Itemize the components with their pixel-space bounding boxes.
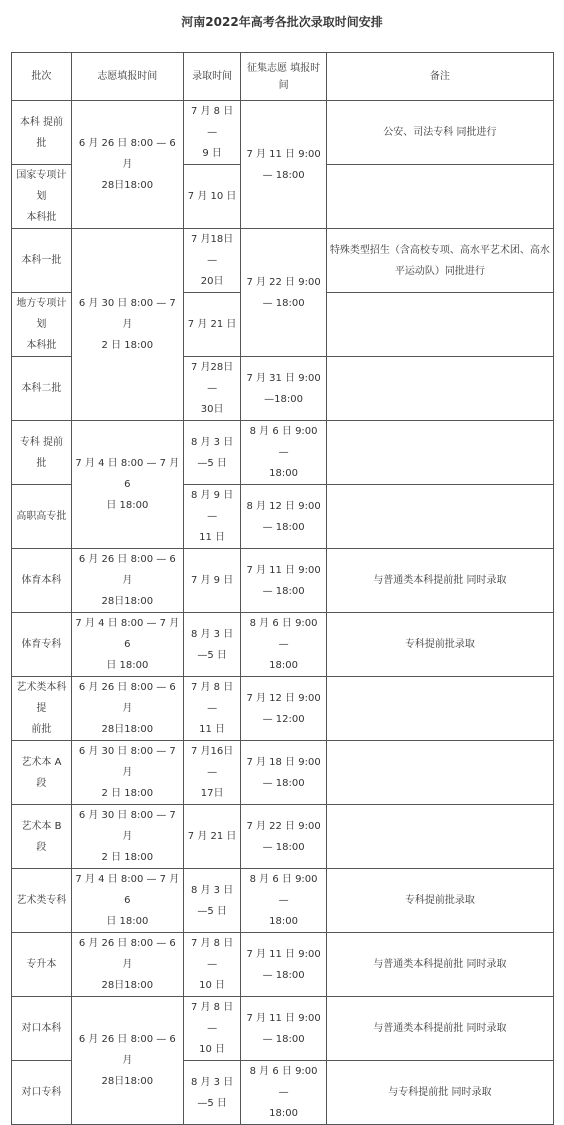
note-cell: 专科提前批录取 [326, 869, 553, 933]
fill-time-cell: 6 月 26 日 8:00 — 6 月 28日18:00 [71, 101, 183, 229]
admit-time-cell: 7 月 8 日— 10 日 [183, 933, 241, 997]
collect-time-cell: 7 月 18 日 9:00 — 18:00 [241, 741, 326, 805]
collect-time-cell: 7 月 11 日 9:00 — 18:00 [241, 997, 326, 1061]
admit-time-cell: 7 月 8 日— 10 日 [183, 997, 241, 1061]
collect-time-cell: 7 月 11 日 9:00 — 18:00 [241, 933, 326, 997]
fill-time-cell: 6 月 26 日 8:00 — 6 月 28日18:00 [71, 549, 183, 613]
table-row [12, 229, 554, 293]
batch-cell: 地方专项计划 本科批 [12, 293, 72, 357]
admit-time-cell: 7 月 9 日 [183, 549, 241, 613]
table-row [12, 933, 554, 997]
batch-cell: 对口本科 [12, 997, 72, 1061]
table-row [12, 549, 554, 613]
admit-time-cell: 7 月28日— 30日 [183, 357, 241, 421]
batch-cell: 本科 提前批 [12, 101, 72, 165]
collect-time-cell: 7 月 12 日 9:00 — 12:00 [241, 677, 326, 741]
collect-time-cell: 8 月 6 日 9:00 — 18:00 [241, 613, 326, 677]
batch-cell: 高职高专批 [12, 485, 72, 549]
note-cell: 与普通类本科提前批 同时录取 [326, 549, 553, 613]
collect-time-cell: 7 月 31 日 9:00 —18:00 [241, 357, 326, 421]
collect-time-cell: 8 月 6 日 9:00 — 18:00 [241, 869, 326, 933]
collect-time-cell: 7 月 22 日 9:00 — 18:00 [241, 229, 326, 357]
fill-time-cell: 7 月 4 日 8:00 — 7 月 6 日 18:00 [71, 869, 183, 933]
table-row [12, 677, 554, 741]
table-row [12, 997, 554, 1061]
batch-cell: 艺术类专科 [12, 869, 72, 933]
admit-time-cell: 7 月16日— 17日 [183, 741, 241, 805]
note-cell [326, 293, 553, 357]
header-cell: 录取时间 [183, 53, 241, 101]
note-cell [326, 357, 553, 421]
batch-cell: 本科一批 [12, 229, 72, 293]
note-cell: 特殊类型招生（含高校专项、高水平艺术团、高水平运动队）同批进行 [326, 229, 553, 293]
batch-cell: 国家专项计划 本科批 [12, 165, 72, 229]
note-cell [326, 421, 553, 485]
table-row [12, 613, 554, 677]
fill-time-cell: 6 月 26 日 8:00 — 6 月 28日18:00 [71, 677, 183, 741]
note-cell [326, 677, 553, 741]
note-cell: 与普通类本科提前批 同时录取 [326, 997, 553, 1061]
batch-cell: 专升本 [12, 933, 72, 997]
note-cell [326, 485, 553, 549]
fill-time-cell: 6 月 26 日 8:00 — 6 月 28日18:00 [71, 997, 183, 1125]
note-cell: 与专科提前批 同时录取 [326, 1061, 553, 1125]
admit-time-cell: 8 月 3 日 —5 日 [183, 421, 241, 485]
admit-time-cell: 7 月 21 日 [183, 805, 241, 869]
fill-time-cell: 6 月 30 日 8:00 — 7 月 2 日 18:00 [71, 741, 183, 805]
page-title: 河南2022年高考各批次录取时间安排 [181, 15, 383, 29]
admit-time-cell: 8 月 3 日 —5 日 [183, 869, 241, 933]
header-cell: 备注 [326, 53, 553, 101]
fill-time-cell: 6 月 30 日 8:00 — 7 月 2 日 18:00 [71, 229, 183, 421]
batch-cell: 艺术类本科提 前批 [12, 677, 72, 741]
admit-time-cell: 8 月 9 日— 11 日 [183, 485, 241, 549]
note-cell: 与普通类本科提前批 同时录取 [326, 933, 553, 997]
schedule-table [11, 52, 554, 1125]
collect-time-cell: 8 月 6 日 9:00 — 18:00 [241, 421, 326, 485]
collect-time-cell: 7 月 11 日 9:00 — 18:00 [241, 549, 326, 613]
fill-time-cell: 6 月 30 日 8:00 — 7 月 2 日 18:00 [71, 805, 183, 869]
admit-time-cell: 7 月 10 日 [183, 165, 241, 229]
header-cell: 志愿填报时间 [71, 53, 183, 101]
admit-time-cell: 7 月 8 日— 11 日 [183, 677, 241, 741]
admit-time-cell: 7 月18日— 20日 [183, 229, 241, 293]
collect-time-cell: 7 月 11 日 9:00 — 18:00 [241, 101, 326, 229]
batch-cell: 体育本科 [12, 549, 72, 613]
fill-time-cell: 7 月 4 日 8:00 — 7 月 6 日 18:00 [71, 421, 183, 549]
batch-cell: 对口专科 [12, 1061, 72, 1125]
fill-time-cell: 6 月 26 日 8:00 — 6 月 28日18:00 [71, 933, 183, 997]
table-row [12, 101, 554, 165]
batch-cell: 专科 提前批 [12, 421, 72, 485]
note-cell: 专科提前批录取 [326, 613, 553, 677]
table-row [12, 421, 554, 485]
fill-time-cell: 7 月 4 日 8:00 — 7 月 6 日 18:00 [71, 613, 183, 677]
admit-time-cell: 8 月 3 日 —5 日 [183, 613, 241, 677]
table-header-row [12, 53, 554, 101]
note-cell [326, 165, 553, 229]
batch-cell: 艺术本 A 段 [12, 741, 72, 805]
admit-time-cell: 7 月 8 日— 9 日 [183, 101, 241, 165]
collect-time-cell: 8 月 12 日 9:00 — 18:00 [241, 485, 326, 549]
admit-time-cell: 8 月 3 日 —5 日 [183, 1061, 241, 1125]
note-cell [326, 741, 553, 805]
batch-cell: 体育专科 [12, 613, 72, 677]
note-cell: 公安、司法专科 同批进行 [326, 101, 553, 165]
admit-time-cell: 7 月 21 日 [183, 293, 241, 357]
table-row [12, 869, 554, 933]
collect-time-cell: 8 月 6 日 9:00 — 18:00 [241, 1061, 326, 1125]
batch-cell: 本科二批 [12, 357, 72, 421]
header-cell: 批次 [12, 53, 72, 101]
header-cell: 征集志愿 填报时间 [241, 53, 326, 101]
collect-time-cell: 7 月 22 日 9:00 — 18:00 [241, 805, 326, 869]
batch-cell: 艺术本 B 段 [12, 805, 72, 869]
table-row [12, 741, 554, 805]
